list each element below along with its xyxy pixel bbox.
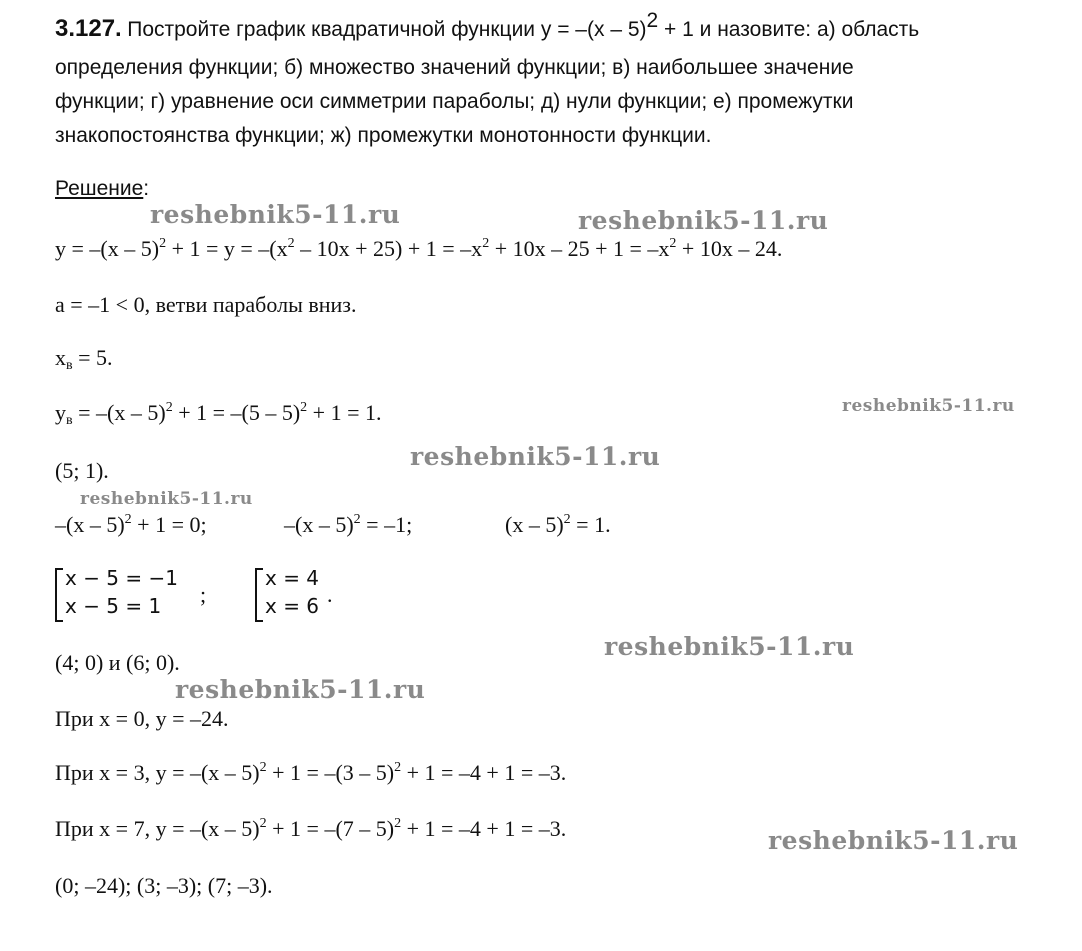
vertex-point: (5; 1). bbox=[55, 458, 109, 483]
problem-line-4: знакопостоянства функции; ж) промежутки монотонности функции. bbox=[55, 124, 712, 147]
points-list: (0; –24); (3; –3); (7; –3). bbox=[55, 873, 273, 898]
value-at-0: При x = 0, y = –24. bbox=[55, 706, 229, 731]
bracket-1 bbox=[55, 568, 63, 622]
vertex-x: $x_в = 5$. bbox=[55, 345, 113, 373]
vertex-y: $y_в = -(x - 5)^2 + 1 = -(5 - 5)^2 + 1 = 1$. bbox=[55, 400, 382, 428]
zeros-eq-1: –(x – 5)$^2$ + 1 = 0; bbox=[55, 512, 207, 537]
problem-number: 3.127. bbox=[55, 15, 122, 42]
watermark: reshebnik5-11.ru bbox=[410, 442, 661, 471]
watermark: reshebnik5-11.ru bbox=[768, 826, 1019, 855]
system-1-sep: ; bbox=[200, 582, 207, 607]
watermark: reshebnik5-11.ru bbox=[578, 206, 829, 235]
watermark: reshebnik5-11.ru bbox=[842, 396, 1015, 416]
system-2: x = 4 x = 6 bbox=[255, 566, 335, 622]
zeros-eq-2: –(x – 5)$^2$ = –1; bbox=[284, 512, 413, 537]
bracket-2 bbox=[255, 568, 263, 622]
system-1: x − 5 = −1 x − 5 = 1 bbox=[55, 566, 195, 622]
watermark: reshebnik5-11.ru bbox=[150, 200, 401, 229]
expanded-equation: $y = -(x - 5)^2 + 1 = y = -(x^2 - 10x + 25) + 1 = -x^2 + 10x - 25 + 1 = -x^2 + 10x - 24$. bbox=[55, 236, 783, 261]
zeros-eq-3: (x – 5)$^2$ = 1. bbox=[505, 512, 611, 537]
leading-coefficient: a = –1 < 0, ветви параболы вниз. bbox=[55, 292, 357, 317]
watermark: reshebnik5-11.ru bbox=[604, 632, 855, 661]
system-2-sep: . bbox=[327, 582, 333, 607]
solution-heading: Решение: bbox=[55, 177, 150, 200]
value-at-3: При x = 3, y = –(x – 5)$^2$ + 1 = –(3 – 5)$^2$ + 1 = –4 + 1 = –3. bbox=[55, 760, 567, 785]
roots: (4; 0) и (6; 0). bbox=[55, 650, 180, 675]
watermark: reshebnik5-11.ru bbox=[175, 675, 426, 704]
problem-line-3: функции; г) уравнение оси симметрии параболы; д) нули функции; е) промежутки bbox=[55, 90, 854, 113]
problem-line-2: определения функции; б) множество значений функции; в) наибольшее значение bbox=[55, 56, 854, 79]
watermark: reshebnik5-11.ru bbox=[80, 489, 253, 509]
value-at-7: При x = 7, y = –(x – 5)$^2$ + 1 = –(7 – 5)$^2$ + 1 = –4 + 1 = –3. bbox=[55, 816, 567, 841]
problem-line-1: 3.127. Постройте график квадратичной функции y = –(x – 5)$^2$ + 1 и назовите: а) область bbox=[55, 9, 920, 42]
